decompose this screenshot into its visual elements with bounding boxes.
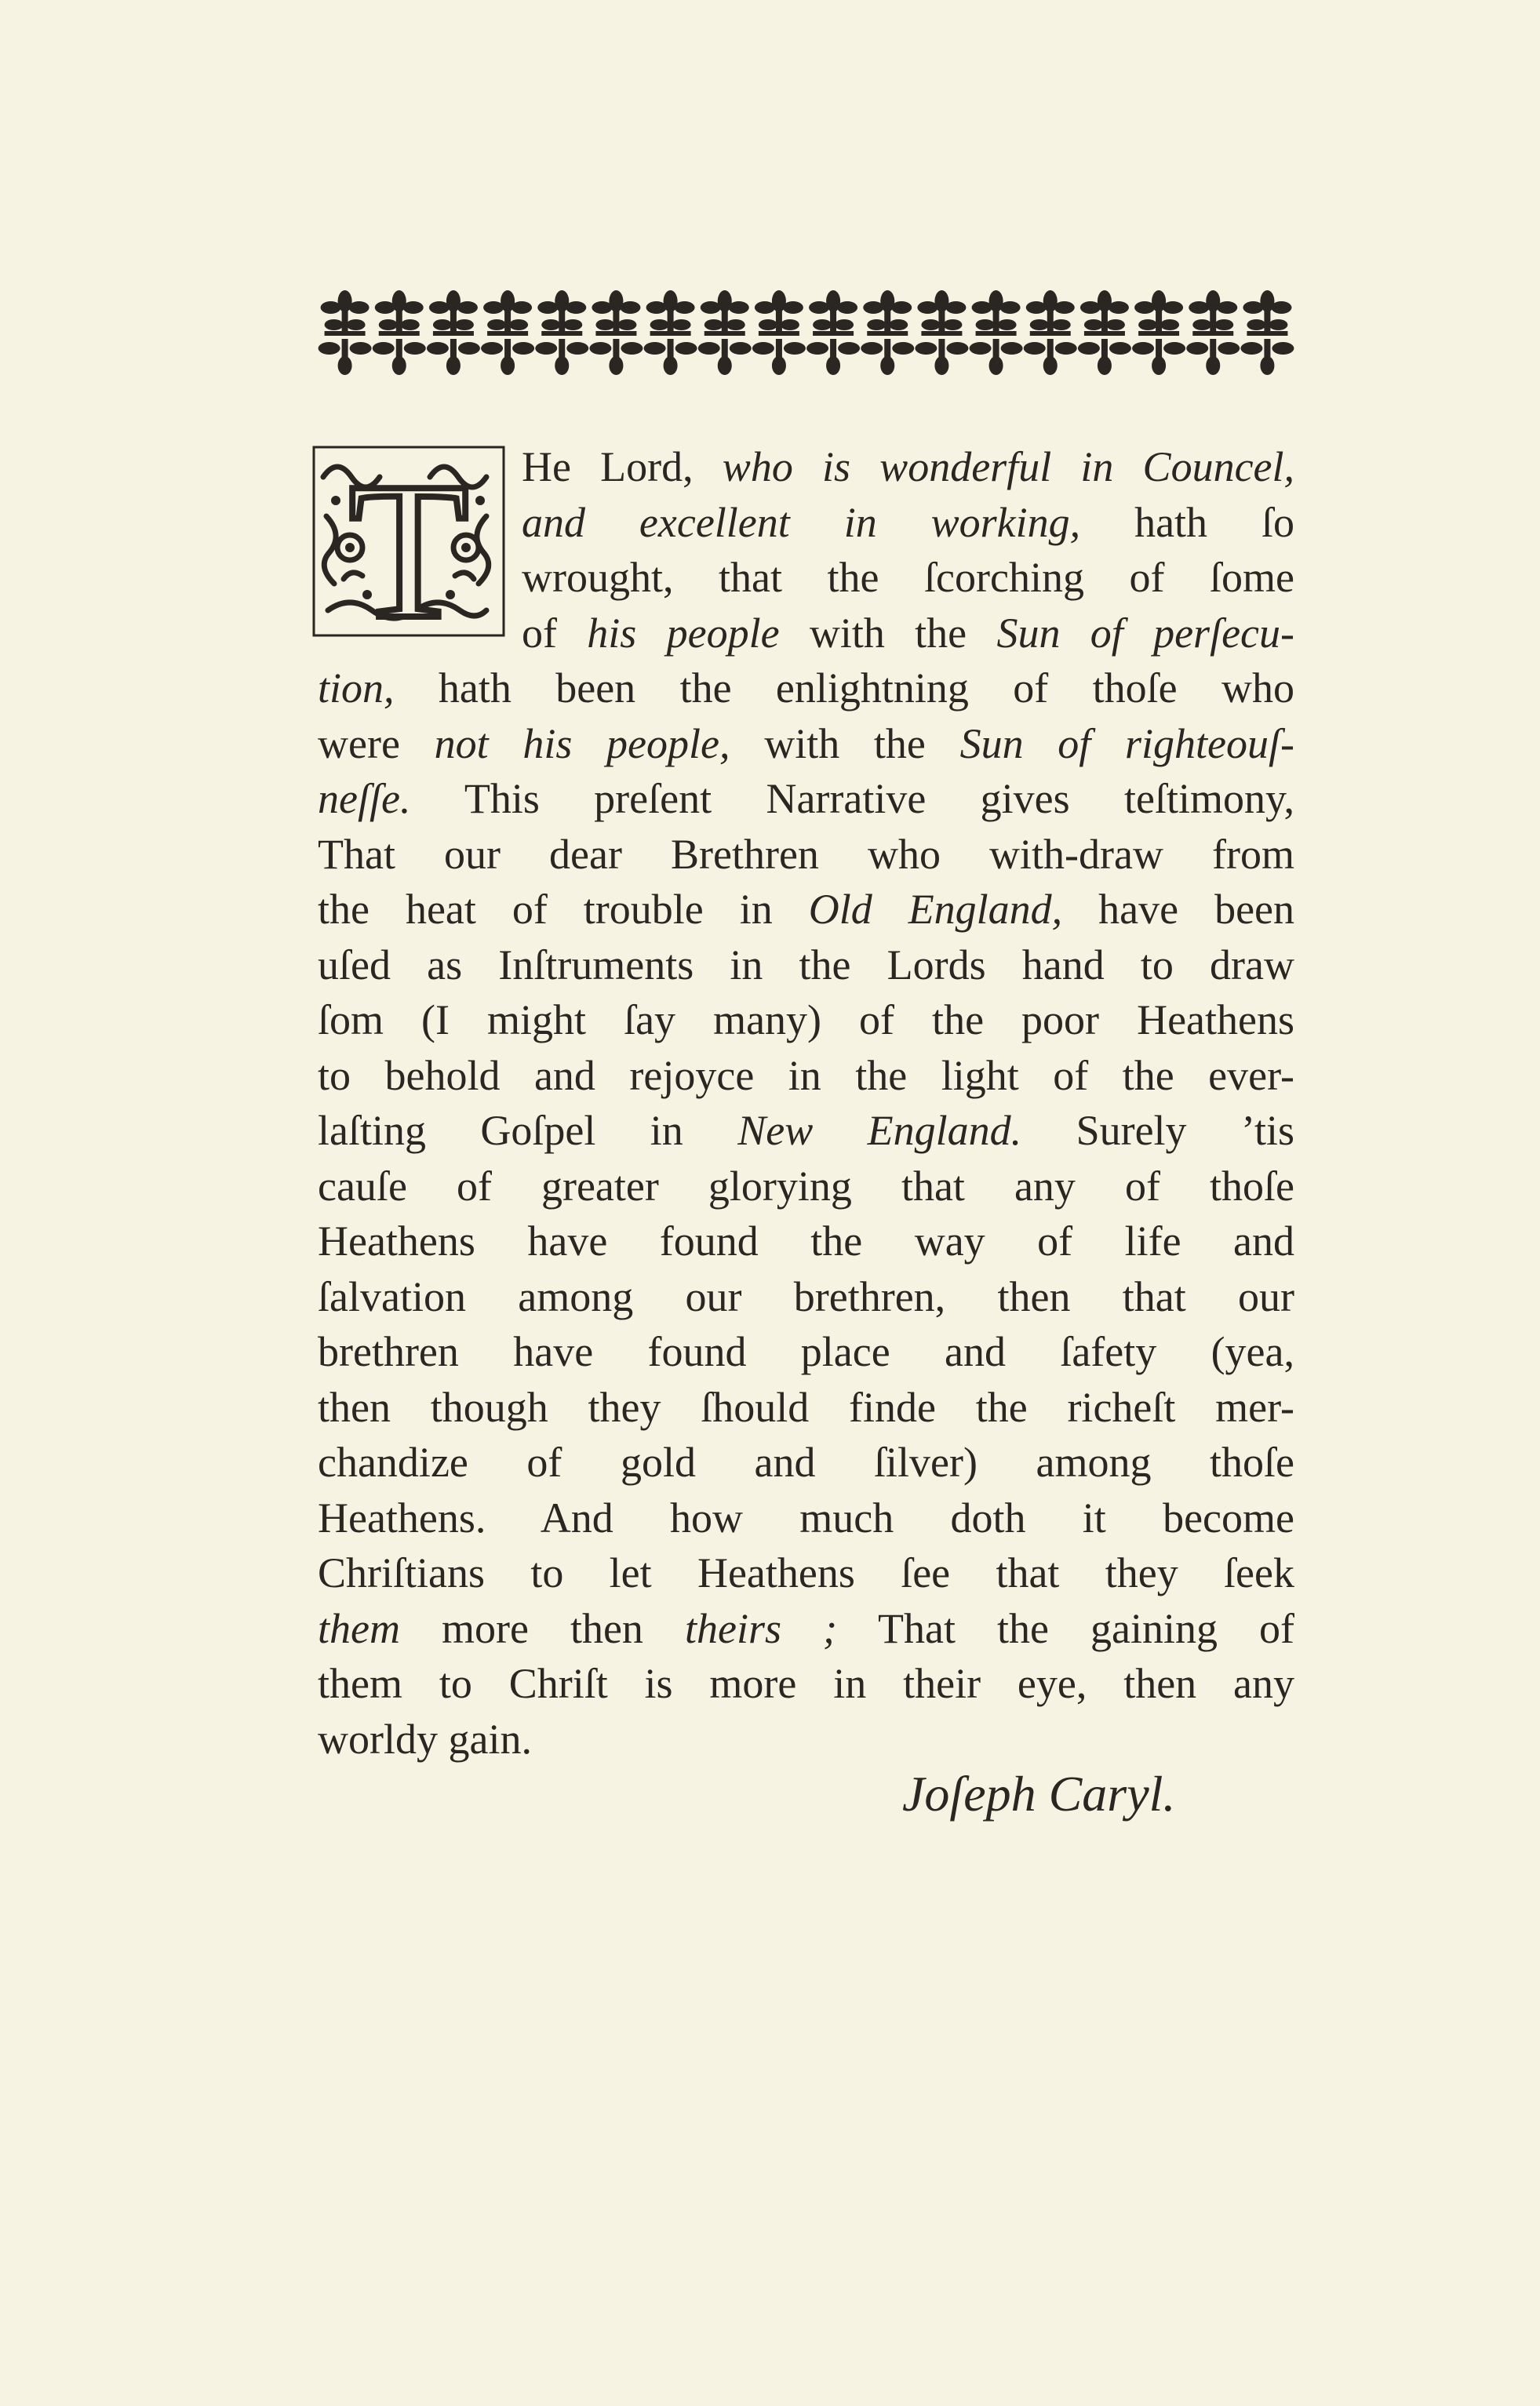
text-line	[318, 1214, 1294, 1269]
text-run: Heathens have found the way of life and	[318, 1218, 1294, 1265]
text-line	[318, 882, 1294, 937]
italic-phrase: Old England,	[808, 886, 1063, 933]
text-run: He Lord,	[522, 443, 723, 490]
text-run: ſom (I might ſay many) of the poor Heathens	[318, 996, 1294, 1043]
text-run: Surely ’tis	[1021, 1107, 1294, 1154]
italic-phrase: not his people,	[434, 719, 730, 767]
text-run: to behold and rejoyce in the light of the ever-	[318, 1051, 1294, 1099]
italic-phrase: neſſe.	[318, 775, 411, 822]
fleuron-band-graphic	[318, 284, 1294, 378]
text-run: brethren have found place and ſafety (yea,	[318, 1328, 1294, 1375]
fleuron-icon	[970, 290, 1023, 375]
body-text	[318, 439, 1294, 1767]
text-run: laſting Goſpel in	[318, 1107, 738, 1154]
text-run: of	[522, 609, 588, 657]
text-line	[318, 1656, 1294, 1712]
text-line	[318, 1491, 1294, 1546]
italic-phrase: theirs ;	[684, 1604, 837, 1652]
text-run: uſed as Inſtruments in the Lords hand to draw	[318, 941, 1294, 988]
fleuron-icon	[427, 290, 480, 375]
text-run: Heathens. And how much doth it become	[318, 1494, 1294, 1542]
fleuron-icon	[752, 290, 806, 375]
text-run: That the gaining of	[836, 1604, 1294, 1652]
italic-phrase: and excellent in working,	[522, 498, 1081, 546]
text-run: then though they ſhould finde the richeſt mer-	[318, 1383, 1294, 1431]
text-run: wrought, that the ſcorching of ſome	[522, 554, 1294, 601]
italic-phrase: Sun of righteouſ-	[959, 719, 1294, 767]
fleuron-icon	[481, 290, 534, 375]
italic-phrase: Sun of perſecu-	[996, 609, 1294, 657]
fleuron-icon	[1024, 290, 1077, 375]
text-line	[318, 1380, 1294, 1436]
italic-phrase: who is wonderful in Councel,	[722, 443, 1295, 490]
text-line	[318, 1545, 1294, 1601]
text-line	[318, 1324, 1294, 1380]
fleuron-icon	[806, 290, 860, 375]
fleuron-icon	[1186, 290, 1240, 375]
fleuron-icon	[1240, 290, 1294, 375]
initial-letter: T	[348, 446, 469, 637]
text-line	[318, 1435, 1294, 1491]
text-line	[318, 439, 1294, 495]
fleuron-icon	[1078, 290, 1131, 375]
text-line	[318, 716, 1294, 772]
text-line	[318, 1103, 1294, 1159]
text-line	[318, 495, 1294, 551]
text-line	[318, 1048, 1294, 1104]
text-run: them to Chriſt is more in their eye, then any	[318, 1660, 1294, 1707]
text-run: That our dear Brethren who with-draw from	[318, 830, 1294, 878]
italic-phrase: them	[318, 1604, 400, 1652]
text-run: hath been the enlightning of thoſe who	[394, 664, 1294, 712]
fleuron-icon	[373, 290, 426, 375]
text-line	[318, 992, 1294, 1048]
fleuron-icon	[644, 290, 697, 375]
text-line	[318, 606, 1294, 661]
fleuron-icon	[535, 290, 588, 375]
text-line	[318, 1712, 1294, 1767]
text-run: with the	[730, 719, 960, 767]
text-run: ſalvation among our brethren, then that our	[318, 1272, 1294, 1320]
fleuron-icon	[861, 290, 914, 375]
fleuron-band-icon	[318, 284, 1294, 378]
fleuron-icon	[915, 290, 968, 375]
text-line	[318, 1601, 1294, 1657]
text-line	[318, 771, 1294, 827]
text-run: This preſent Narrative gives teſtimony,	[410, 775, 1294, 822]
text-run: have been	[1062, 886, 1294, 933]
text-line	[318, 661, 1294, 716]
italic-phrase: his people	[587, 609, 780, 657]
text-line	[318, 1159, 1294, 1214]
text-line	[318, 937, 1294, 993]
signature: Joſeph Caryl.	[902, 1766, 1176, 1822]
italic-phrase: tion,	[318, 664, 395, 712]
text-run: were	[318, 719, 435, 767]
fleuron-icon	[698, 290, 752, 375]
italic-phrase: New England.	[737, 1107, 1022, 1154]
text-run: chandize of gold and ſilver) among thoſe	[318, 1439, 1294, 1486]
text-line	[318, 550, 1294, 606]
text-run: cauſe of greater glorying that any of thoſe	[318, 1162, 1294, 1210]
text-run: the heat of trouble in	[318, 886, 809, 933]
text-run: more then	[399, 1604, 685, 1652]
text-run: with the	[779, 609, 997, 657]
fleuron-icon	[319, 290, 372, 375]
fleuron-icon	[589, 290, 643, 375]
text-line	[318, 827, 1294, 883]
text-line	[318, 1269, 1294, 1325]
text-run: hath ſo	[1080, 498, 1294, 546]
text-run: worldy gain.	[318, 1715, 532, 1763]
text-run: Chriſtians to let Heathens ſee that they ſeek	[318, 1549, 1294, 1596]
fleuron-icon	[1132, 290, 1185, 375]
